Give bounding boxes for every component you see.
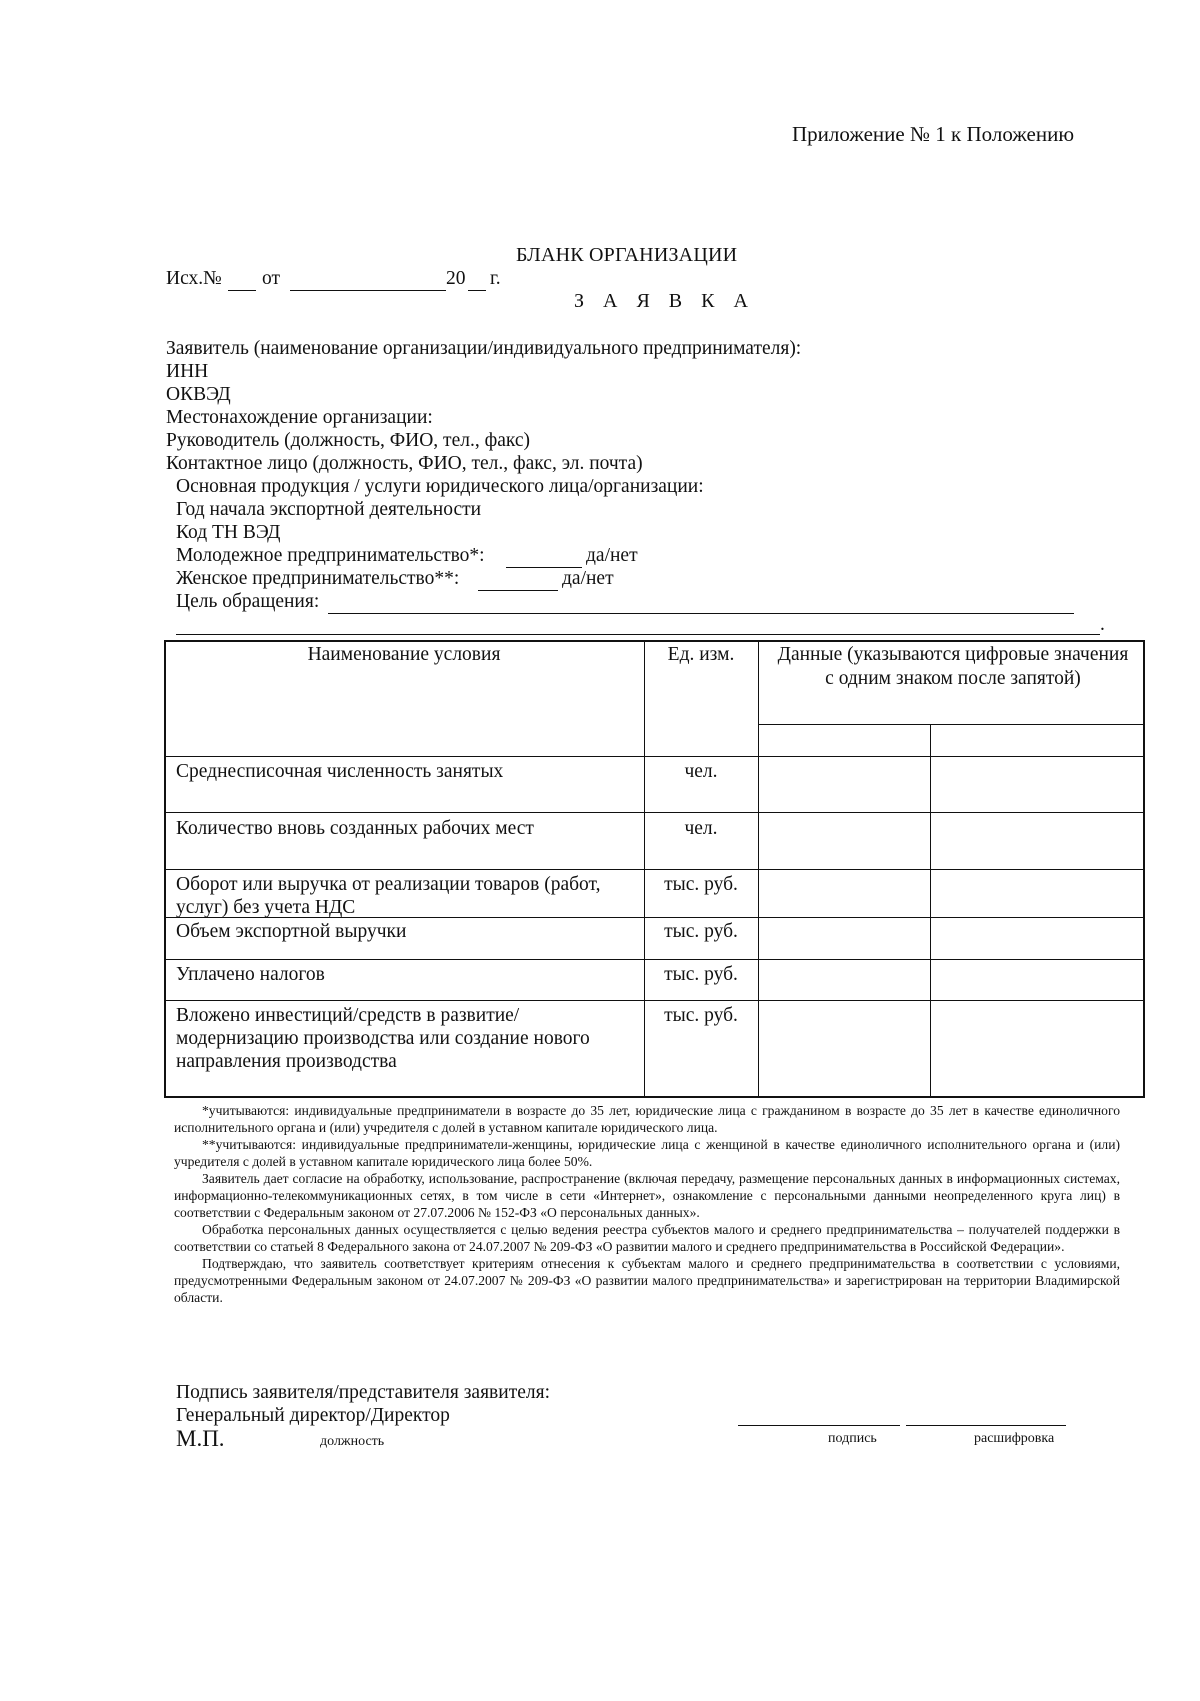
row-name: Оборот или выручка от реализации товаров (работ, услуг) без учета НДС [176, 874, 601, 918]
ref-number-line [228, 290, 256, 291]
purpose-line-2[interactable] [176, 634, 1100, 635]
women-options: да/нет [562, 568, 614, 589]
org-blank-label: БЛАНК ОРГАНИЗАЦИИ [516, 244, 738, 266]
field-applicant: Заявитель (наименование организации/индивидуального предпринимателя): [166, 338, 802, 359]
women-answer-line[interactable] [478, 590, 558, 591]
table-data-subheader-line [758, 724, 1145, 725]
purpose-end: . [1100, 614, 1105, 635]
table-row-line-2 [164, 869, 1145, 870]
row-unit: тыс. руб. [664, 921, 738, 942]
field-products: Основная продукция / услуги юридического лица/организации: [176, 476, 704, 497]
row-unit: тыс. руб. [664, 1005, 738, 1026]
field-tn-ved: Код ТН ВЭД [176, 522, 281, 543]
row-name: Среднесписочная численность занятых [176, 761, 504, 782]
row-unit: тыс. руб. [664, 874, 738, 895]
note-consent: Заявитель дает согласие на обработку, использование, распространение (включая передачу, размещение персональных данных в информационных системах, информационно-телекоммуникационных сетях, в том числе в сети «Интернет», ознакомление с персональными данными неопределенного круга лиц) в соответствии с Федеральным законом от 27.07.2006 № 152-ФЗ «О персональных данных». [174, 1171, 1120, 1220]
row-unit: тыс. руб. [664, 964, 738, 985]
signature-position: Генеральный директор/Директор [176, 1405, 450, 1426]
field-head: Руководитель (должность, ФИО, тел., факс) [166, 430, 531, 451]
table-row-line-1 [164, 812, 1145, 813]
row-unit: чел. [684, 761, 718, 782]
header-condition: Наименование условия [307, 644, 501, 665]
form-title: З А Я В К А [574, 290, 755, 312]
ref-year-line [468, 290, 486, 291]
field-export-year: Год начала экспортной деятельности [176, 499, 482, 520]
field-women: Женское предпринимательство**: [176, 568, 460, 589]
field-contact: Контактное лицо (должность, ФИО, тел., факс, эл. почта) [166, 453, 643, 474]
signature-line[interactable] [738, 1425, 900, 1426]
youth-options: да/нет [586, 545, 638, 566]
ref-year: 20 [446, 268, 466, 289]
ref-prefix: Исх.№ [166, 268, 222, 289]
note-women: **учитываются: индивидуальные предприниматели-женщины, юридические лица с женщиной в качестве единоличного исполнительного органа и (или) учредителя с долей в уставном капитале юридического лица более 50%. [174, 1137, 1120, 1169]
sign-caption: подпись [828, 1431, 877, 1446]
row-name: Вложено инвестиций/средств в развитие/модернизацию производства или создание нового направления производства [176, 1005, 590, 1072]
note-processing: Обработка персональных данных осуществляется с целью ведения реестра субъектов малого и среднего предпринимательства – получателей поддержки в соответствии со статьей 8 Федерального закона от 24.07.2007 № 209-ФЗ «О развитии малого и среднего предпринимательства в Российской Федерации». [174, 1222, 1120, 1254]
row-name: Уплачено налогов [176, 964, 325, 985]
purpose-line-1[interactable] [328, 613, 1074, 614]
row-unit: чел. [684, 818, 718, 839]
ref-year-suffix: г. [490, 268, 501, 289]
position-caption: должность [320, 1434, 385, 1449]
field-inn: ИНН [166, 361, 209, 382]
field-youth: Молодежное предпринимательство*: [176, 545, 485, 566]
stamp-label: М.П. [176, 1426, 225, 1451]
decode-caption: расшифровка [974, 1431, 1055, 1446]
table-row-line-5 [164, 1000, 1145, 1001]
field-okved: ОКВЭД [166, 384, 231, 405]
row-name: Объем экспортной выручки [176, 921, 407, 942]
table-row-line-0 [164, 756, 1145, 757]
field-purpose: Цель обращения: [176, 591, 320, 612]
row-name: Количество вновь созданных рабочих мест [176, 818, 534, 839]
note-confirmation: Подтверждаю, что заявитель соответствует критериям отнесения к субъектам малого и среднего предпринимательства в соответствии с условиями, предусмотренными Федеральным законом от 24.07.2007 № 209-ФЗ «О развитии малого предпринимательства» и зарегистрирован на территории Владимирской области. [174, 1256, 1120, 1305]
field-location: Местонахождение организации: [166, 407, 433, 428]
note-youth: *учитываются: индивидуальные предприниматели в возрасте до 35 лет, юридические лица с гражданином в возрасте до 35 лет в качестве единоличного исполнительного органа и (или) учредителя с долей в уставном капитале юридического лица. [174, 1103, 1120, 1135]
header-data: Данные (указываются цифровые значения с одним знаком после запятой) [777, 644, 1129, 689]
notes-block [174, 1102, 1120, 1306]
ref-from: от [262, 268, 281, 289]
ref-date-line [290, 290, 446, 291]
appendix-label: Приложение № 1 к Положению [792, 122, 1075, 146]
header-unit: Ед. изм. [667, 644, 735, 665]
table-row-line-4 [164, 959, 1145, 960]
decode-line[interactable] [906, 1425, 1066, 1426]
table-col-divider-3 [930, 724, 931, 1098]
signature-label: Подпись заявителя/представителя заявителя: [176, 1382, 550, 1403]
